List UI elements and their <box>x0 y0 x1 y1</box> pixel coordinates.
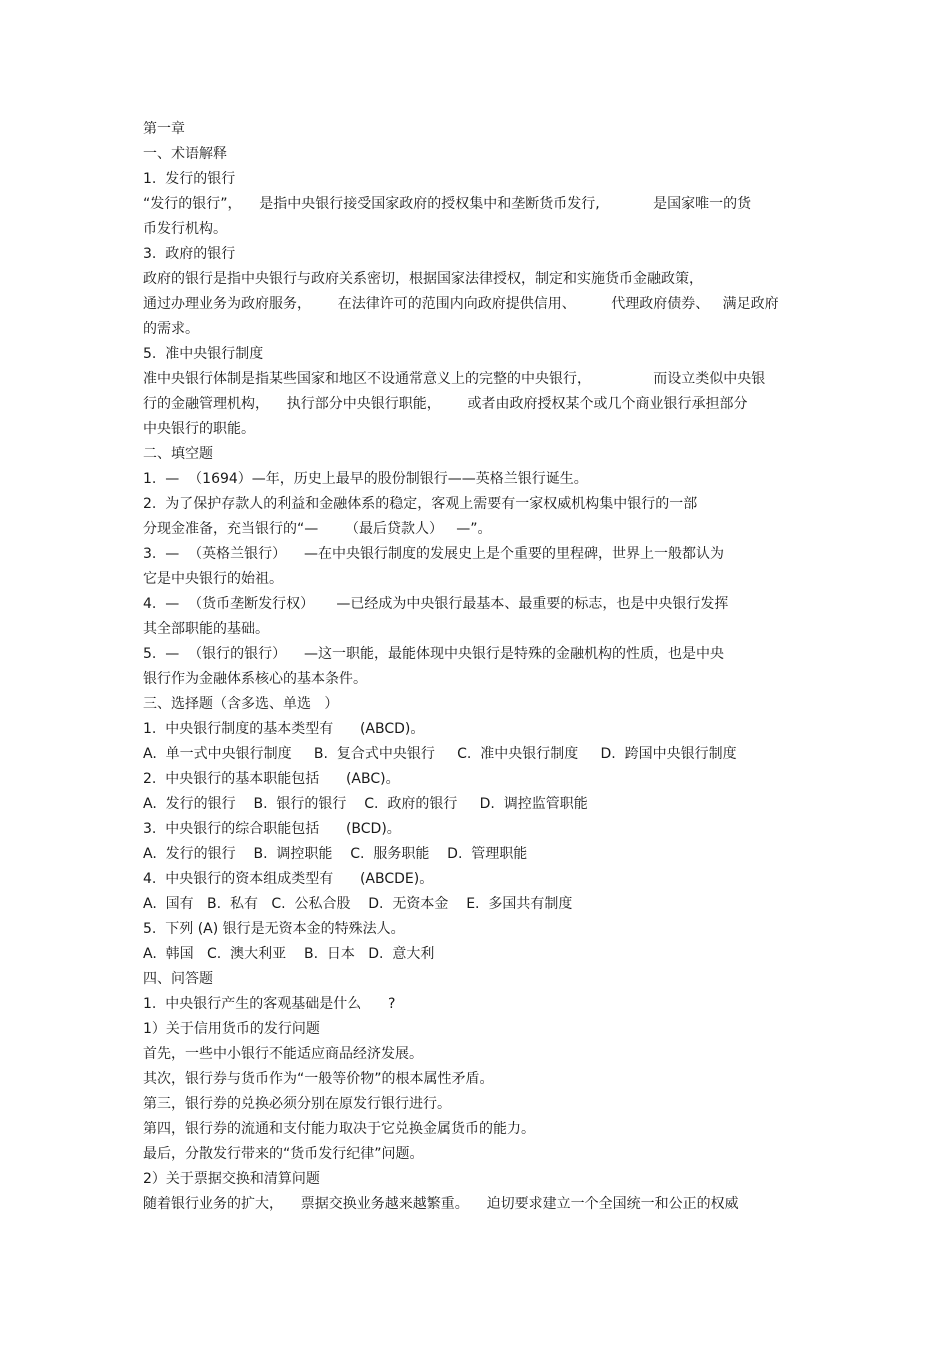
paragraph-line: 行的金融管理机构， 执行部分中央银行职能， 或者由政府授权某个或几个商业银行承担部分 <box>143 396 748 412</box>
section-heading: 三、选择题（含多选、单选 ） <box>143 696 339 712</box>
fill-in-question: 5. — （银行的银行） —这一职能，最能体现中央银行是特殊的金融机构的性质，也是中央 <box>143 646 724 662</box>
choice-options: A. 韩国 C. 澳大利亚 B. 日本 D. 意大利 <box>143 946 435 962</box>
choice-question: 3. 中央银行的综合职能包括 (BCD)。 <box>143 821 401 837</box>
paragraph-line: 第三，银行券的兑换必须分别在原发行银行进行。 <box>143 1096 451 1112</box>
fill-in-question: 其全部职能的基础。 <box>143 621 269 637</box>
choice-question: 2. 中央银行的基本职能包括 (ABC)。 <box>143 771 400 787</box>
fill-in-question: 它是中央银行的始祖。 <box>143 571 283 587</box>
paragraph-line: 通过办理业务为政府服务， 在法律许可的范围内向政府提供信用、 代理政府债券、 满足政府 <box>143 296 779 312</box>
paragraph-line: 中央银行的职能。 <box>143 421 255 437</box>
paragraph-line: “发行的银行”， 是指中央银行接受国家政府的授权集中和垄断货币发行, 是国家唯一的货 <box>143 196 752 212</box>
choice-options: A. 国有 B. 私有 C. 公私合股 D. 无资本金 E. 多国共有制度 <box>143 896 573 912</box>
document-body <box>143 117 823 1217</box>
paragraph-line: 的需求。 <box>143 321 199 337</box>
fill-in-question: 4. — （货币垄断发行权） —已经成为中央银行最基本、最重要的标志，也是中央银行发挥 <box>143 596 729 612</box>
paragraph-line: 政府的银行是指中央银行与政府关系密切，根据国家法律授权，制定和实施货币金融政策， <box>143 271 703 287</box>
term-heading: 3. 政府的银行 <box>143 246 236 262</box>
section-heading: 二、填空题 <box>143 446 213 462</box>
paragraph-line: 其次，银行券与货币作为“一般等价物”的根本属性矛盾。 <box>143 1071 494 1087</box>
sub-heading: 2）关于票据交换和清算问题 <box>143 1171 320 1187</box>
choice-options: A. 发行的银行 B. 银行的银行 C. 政府的银行 D. 调控监管职能 <box>143 796 588 812</box>
fill-in-question: 分现金准备，充当银行的“— （最后贷款人） —”。 <box>143 521 492 537</box>
paragraph-line: 随着银行业务的扩大， 票据交换业务越来越繁重。 迫切要求建立一个全国统一和公正的权威 <box>143 1196 739 1212</box>
choice-options: A. 单一式中央银行制度 B. 复合式中央银行 C. 准中央银行制度 D. 跨国中央银行制度 <box>143 746 737 762</box>
paragraph-line: 准中央银行体制是指某些国家和地区不设通常意义上的完整的中央银行， 而设立类似中央银 <box>143 371 766 387</box>
paragraph-line: 首先，一些中小银行不能适应商品经济发展。 <box>143 1046 423 1062</box>
fill-in-question: 3. — （英格兰银行） —在中央银行制度的发展史上是个重要的里程碑，世界上一般都认为 <box>143 546 724 562</box>
section-heading: 一、术语解释 <box>143 146 227 162</box>
fill-in-question: 银行作为金融体系核心的基本条件。 <box>143 671 367 687</box>
term-heading: 5. 准中央银行制度 <box>143 346 264 362</box>
fill-in-question: 1. — （1694）—年，历史上最早的股份制银行——英格兰银行诞生。 <box>143 471 588 487</box>
paragraph-line: 币发行机构。 <box>143 221 227 237</box>
choice-question: 5. 下列 (A) 银行是无资本金的特殊法人。 <box>143 921 405 937</box>
choice-question: 1. 中央银行制度的基本类型有 (ABCD)。 <box>143 721 425 737</box>
essay-question: 1. 中央银行产生的客观基础是什么 ? <box>143 996 396 1012</box>
sub-heading: 1）关于信用货币的发行问题 <box>143 1021 320 1037</box>
choice-options: A. 发行的银行 B. 调控职能 C. 服务职能 D. 管理职能 <box>143 846 528 862</box>
choice-question: 4. 中央银行的资本组成类型有 (ABCDE)。 <box>143 871 434 887</box>
fill-in-question: 2. 为了保护存款人的利益和金融体系的稳定，客观上需要有一家权威机构集中银行的一部 <box>143 496 698 512</box>
section-heading: 四、问答题 <box>143 971 213 987</box>
term-heading: 1. 发行的银行 <box>143 171 236 187</box>
paragraph-line: 第四，银行券的流通和支付能力取决于它兑换金属货币的能力。 <box>143 1121 535 1137</box>
paragraph-line: 最后，分散发行带来的“货币发行纪律”问题。 <box>143 1146 424 1162</box>
chapter-title: 第一章 <box>143 121 185 137</box>
